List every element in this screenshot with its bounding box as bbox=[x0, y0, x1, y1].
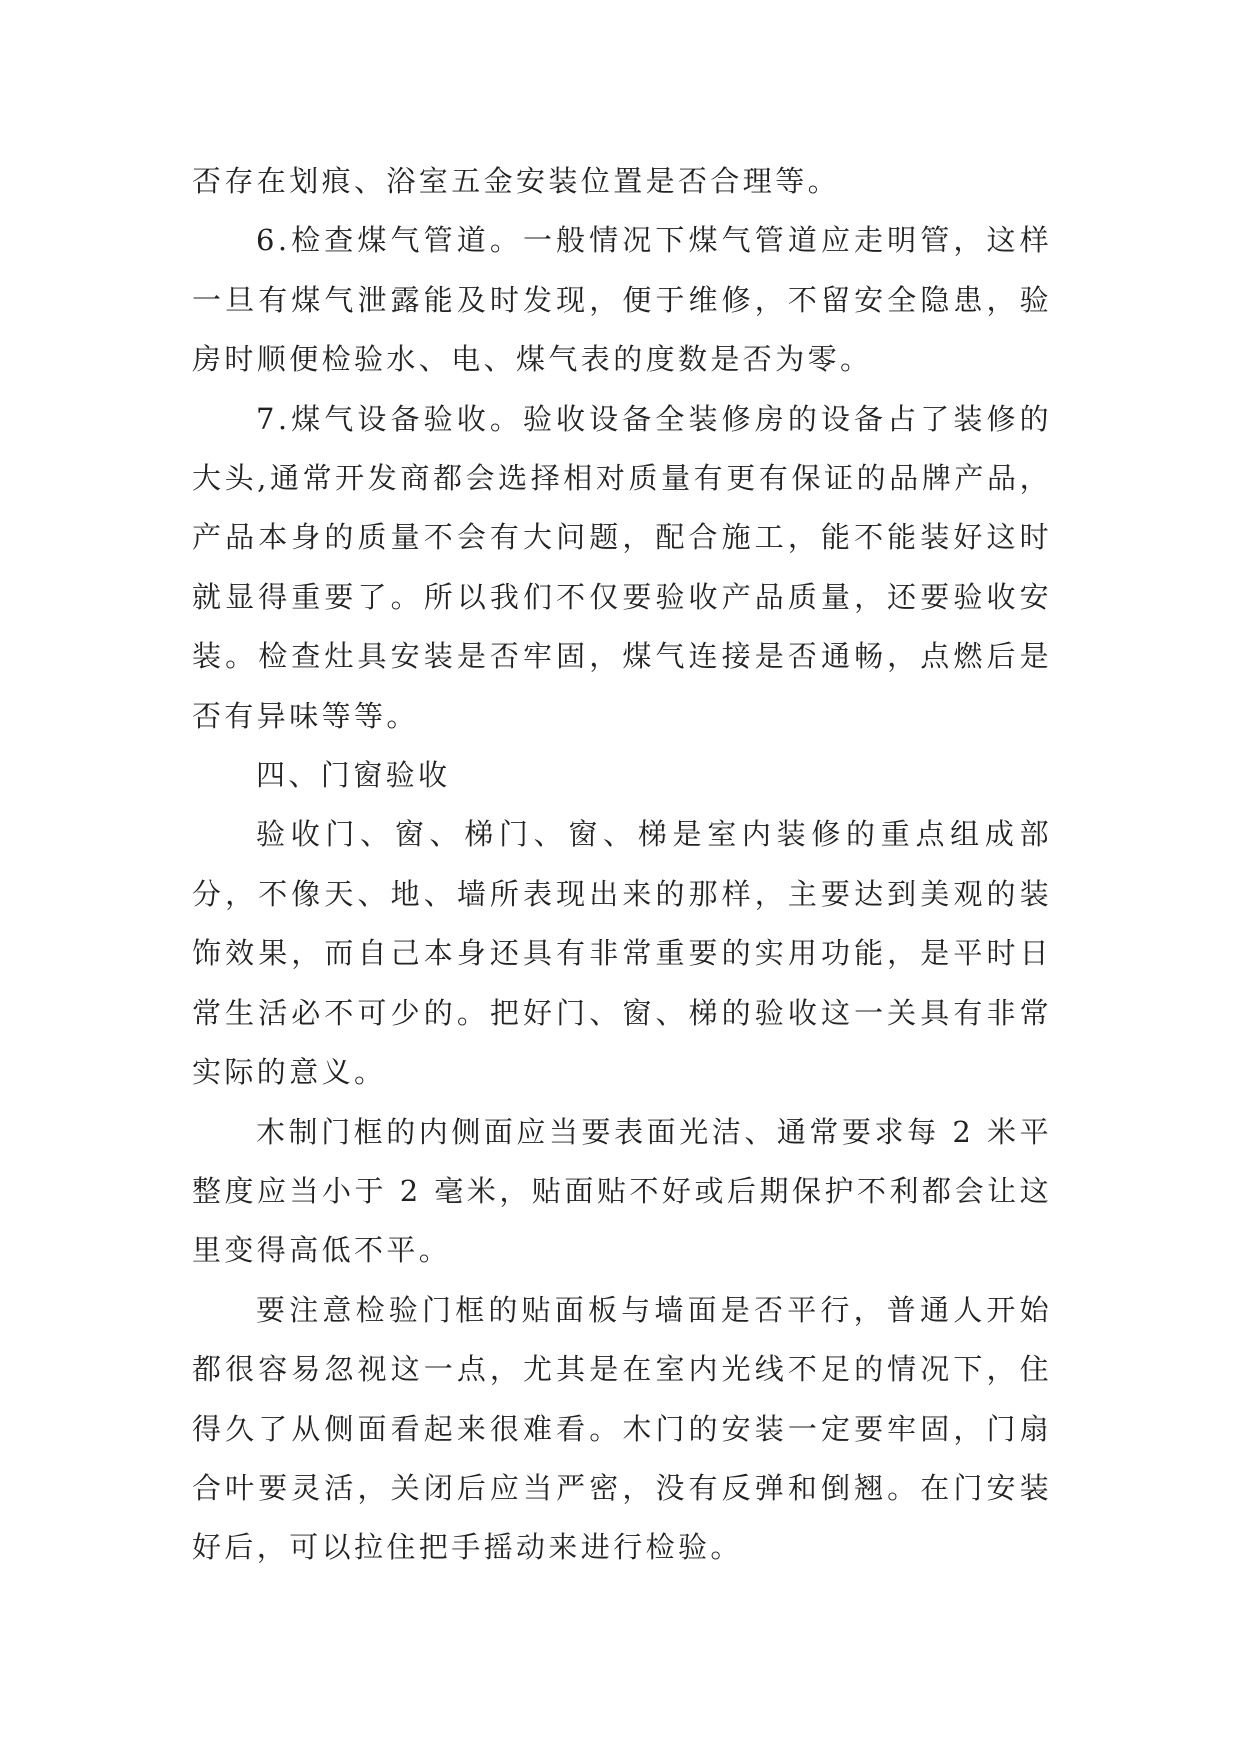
document-body bbox=[192, 152, 1052, 1578]
paragraph-2: 6.检查煤气管道。一般情况下煤气管道应走明管，这样一旦有煤气泄露能及时发现，便于维修，不留安全隐患，验房时顺便检验水、电、煤气表的度数是否为零。 bbox=[192, 223, 1052, 377]
paragraph-1: 否存在划痕、浴室五金安装位置是否合理等。 bbox=[192, 164, 841, 198]
section-heading: 四、门窗验收 bbox=[256, 758, 451, 793]
paragraph-5: 木制门框的内侧面应当要表面光洁、通常要求每 2 米平整度应当小于 2 毫米，贴面贴不好或后期保护不利都会让这里变得高低不平。 bbox=[192, 1114, 1052, 1268]
paragraph-4: 验收门、窗、梯门、窗、梯是室内装修的重点组成部分，不像天、地、墙所表现出来的那样，主要达到美观的装饰效果，而自己本身还具有非常重要的实用功能，是平时日常生活必不可少的。把好门、窗、梯的验收这一关具有非常实际的意义。 bbox=[192, 817, 1052, 1090]
paragraph-3: 7.煤气设备验收。验收设备全装修房的设备占了装修的大头,通常开发商都会选择相对质量有更有保证的品牌产品，产品本身的质量不会有大问题，配合施工，能不能装好这时就显得重要了。所以我们不仅要验收产品质量，还要验收安装。检查灶具安装是否牢固，煤气连接是否通畅，点燃后是否有异味等等。 bbox=[192, 401, 1052, 733]
paragraph-6: 要注意检验门框的贴面板与墙面是否平行，普通人开始都很容易忽视这一点，尤其是在室内光线不足的情况下，住得久了从侧面看起来很难看。木门的安装一定要牢固，门扇合叶要灵活，关闭后应当严密，没有反弹和倒翘。在门安装好后，可以拉住把手摇动来进行检验。 bbox=[192, 1292, 1052, 1565]
